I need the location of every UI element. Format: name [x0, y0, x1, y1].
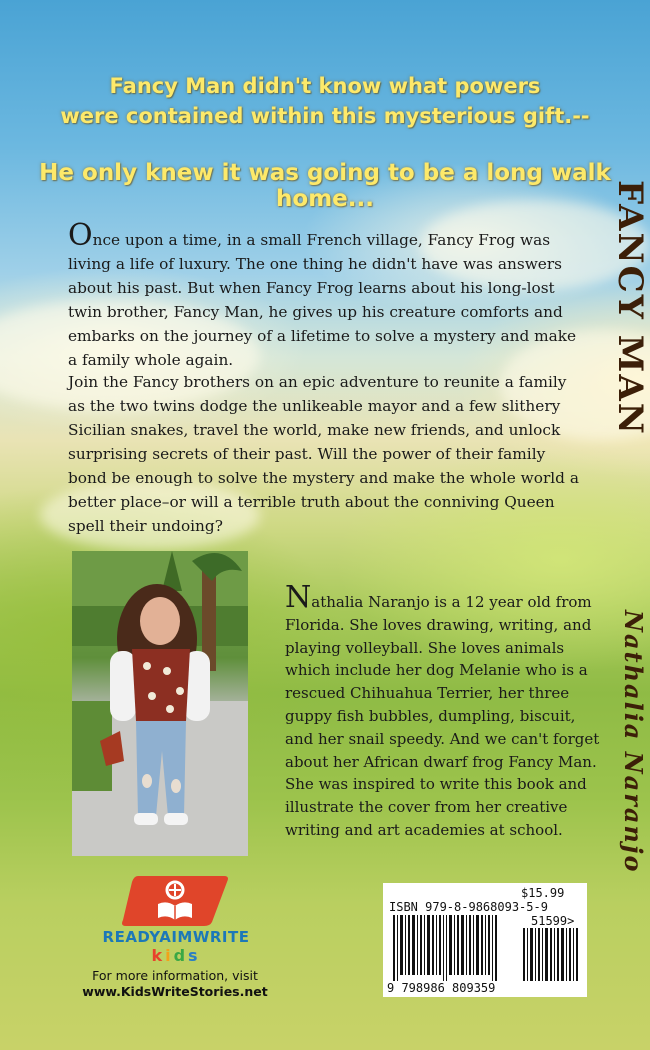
- barcode-addon: 51599>: [531, 914, 575, 928]
- kids-letter-i: i: [165, 946, 174, 965]
- barcode-main-bars: [393, 915, 497, 981]
- barcode-box: [383, 883, 587, 997]
- barcode-addon-bars: [523, 928, 578, 981]
- kids-letter-k: k: [151, 946, 166, 965]
- blurb-paragraph-1-text: nce upon a time, in a small French village, Fancy Frog was living a life of luxury. The one thing he didn't have was answers about his past. But when Fancy Frog learns about his long-lost twin brother, Fancy Man, he gives up his creature comforts and embarks on the journey of a lifetime to solve a mystery and make a family whole again.: [68, 231, 577, 369]
- barcode-number: 9 798986 809359: [387, 981, 496, 995]
- tagline-line-1: Fancy Man didn't know what powers: [109, 74, 541, 98]
- tagline-line-2: were contained within this mysterious gift.--: [60, 104, 590, 128]
- author-photo-illustration: [72, 551, 248, 856]
- blurb-paragraph-1: [68, 218, 588, 372]
- drop-cap: O: [68, 218, 93, 253]
- barcode-bars: [383, 883, 587, 997]
- publisher-name: READYAIMWRITE: [102, 928, 250, 946]
- author-bio: [285, 580, 605, 842]
- kids-letter-s: s: [188, 946, 201, 965]
- publisher-info-text: For more information, visit: [92, 968, 258, 983]
- publisher-url-link[interactable]: www.KidsWriteStories.net: [82, 984, 268, 999]
- kids-letter-d: d: [173, 946, 189, 965]
- drop-cap: N: [285, 580, 312, 615]
- author-bio-text: athalia Naranjo is a 12 year old from Florida. She loves drawing, writing, and playing volleyball. She loves animals which include her dog Melanie who is a rescued Chihuahua Terrier, her three guppy fish bubbles, dumpling, biscuit, and her snail speedy. And we can't forget about her African dwarf frog Fancy Man. She was inspired to write this book and illustrate the cover from her creative writing and art academies at school.: [285, 593, 600, 839]
- publisher-kids-wordmark: [96, 946, 256, 965]
- publisher-logo-icon: [120, 872, 230, 928]
- author-photo: [72, 551, 248, 856]
- tagline-line-3: He only knew it was going to be a long walk home...: [39, 160, 611, 212]
- spine-author: Nathalia Naranjo: [619, 610, 648, 874]
- spine-title: FANCY MAN: [610, 180, 650, 436]
- barcode-isbn: ISBN 979-8-9868093-5-9: [389, 900, 548, 914]
- blurb-paragraph-2: Join the Fancy brothers on an epic adventure to reunite a family as the two twins dodge the unlikeable mayor and a few slithery Sicilian snakes, travel the world, make new friends, and unlock surprising secrets of their past. Will the power of their family bond be enough to solve the mystery and make the whole world a better place–or will a terrible truth about the conniving Queen spell their undoing?: [68, 373, 579, 535]
- barcode-price: $15.99: [521, 886, 565, 900]
